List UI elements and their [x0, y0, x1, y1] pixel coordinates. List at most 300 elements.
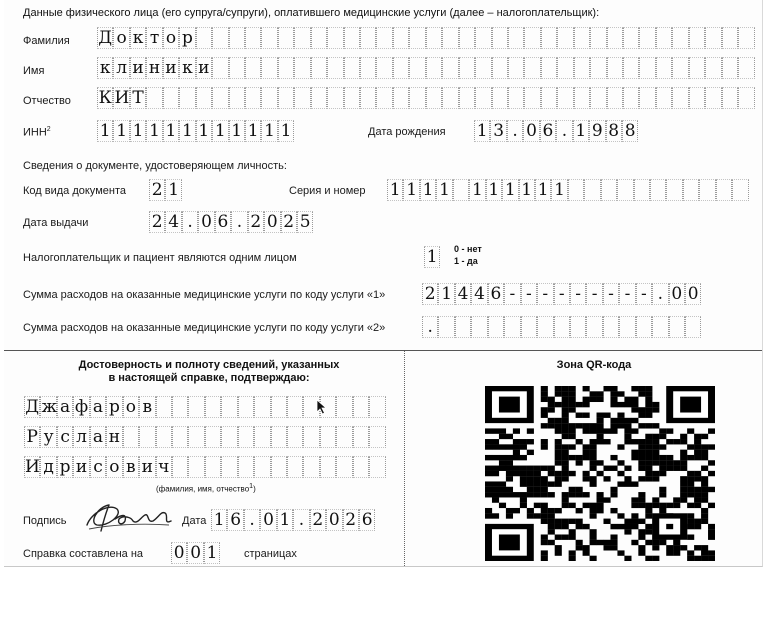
input-cell — [205, 426, 221, 448]
input-cell — [179, 87, 195, 109]
input-cell — [442, 87, 458, 109]
input-cell — [438, 316, 454, 338]
input-cell: 1 — [535, 179, 551, 201]
input-cell — [205, 456, 221, 478]
input-cell — [294, 57, 310, 79]
input-cell: л — [113, 57, 129, 79]
input-cell — [376, 27, 392, 49]
input-cell: 6 — [215, 211, 231, 233]
input-cell: 1 — [551, 179, 567, 201]
patronymic-field[interactable] — [97, 87, 755, 109]
input-cell — [294, 87, 310, 109]
input-cell — [426, 87, 442, 109]
birth-date-field[interactable] — [474, 120, 638, 142]
input-cell: 1 — [424, 246, 440, 268]
input-cell: - — [554, 283, 570, 305]
input-cell — [685, 316, 701, 338]
input-cell — [656, 27, 672, 49]
signature-image — [79, 495, 179, 539]
input-cell: 1 — [163, 120, 179, 142]
input-cell: к — [179, 57, 195, 79]
signer-patronymic-field[interactable] — [24, 456, 386, 478]
input-cell: 9 — [589, 120, 605, 142]
input-cell — [261, 87, 277, 109]
input-cell — [278, 27, 294, 49]
input-cell: - — [570, 283, 586, 305]
input-cell — [492, 27, 508, 49]
input-cell — [196, 87, 212, 109]
input-cell — [294, 27, 310, 49]
input-cell: 2 — [248, 211, 264, 233]
id-doc-title: Сведения о документе, удостоверяющем личность: — [23, 160, 287, 172]
input-cell: 6 — [488, 283, 504, 305]
input-cell: и — [196, 57, 212, 79]
input-cell: ж — [41, 397, 58, 417]
input-cell — [212, 57, 228, 79]
input-cell — [590, 27, 606, 49]
input-cell — [353, 396, 369, 418]
input-cell: 1 — [277, 509, 293, 531]
input-cell — [557, 57, 573, 79]
input-cell — [508, 57, 524, 79]
input-cell — [639, 57, 655, 79]
input-cell: 2 — [310, 509, 326, 531]
input-cell — [163, 87, 179, 109]
input-cell — [722, 57, 738, 79]
input-cell: 1 — [502, 179, 518, 201]
input-cell — [672, 87, 688, 109]
input-cell: 1 — [245, 120, 261, 142]
input-cell: 1 — [474, 120, 490, 142]
input-cell — [492, 57, 508, 79]
input-cell — [369, 396, 385, 418]
input-cell — [146, 87, 162, 109]
input-cell — [320, 456, 336, 478]
input-cell: 1 — [130, 120, 146, 142]
same-person-label: Налогоплательщик и пациент являются одним лицом — [23, 252, 297, 264]
input-cell — [311, 57, 327, 79]
input-cell: 2 — [422, 283, 438, 305]
input-cell — [188, 426, 204, 448]
inn-field[interactable] — [97, 120, 294, 142]
input-cell — [455, 316, 471, 338]
input-cell — [738, 87, 754, 109]
input-cell: 0 — [326, 509, 342, 531]
input-cell — [311, 87, 327, 109]
input-cell: - — [636, 283, 652, 305]
input-cell: - — [521, 283, 537, 305]
expense-code2-label: Сумма расходов на оказанные медицинские услуги по коду услуги «2» — [23, 322, 386, 334]
input-cell — [327, 87, 343, 109]
input-cell: с — [90, 456, 106, 478]
input-cell — [650, 179, 666, 201]
input-cell: ф — [74, 397, 89, 417]
issue-date-field[interactable] — [149, 211, 313, 233]
input-cell — [492, 87, 508, 109]
date-label: Дата — [182, 515, 207, 527]
input-cell — [475, 87, 491, 109]
input-cell: 1 — [486, 179, 502, 201]
input-cell: 0 — [260, 509, 276, 531]
input-cell — [360, 27, 376, 49]
input-cell: н — [106, 426, 122, 448]
input-cell — [459, 57, 475, 79]
input-cell — [327, 27, 343, 49]
input-cell: 2 — [343, 509, 359, 531]
input-cell: 1 — [211, 509, 227, 531]
input-cell — [541, 27, 557, 49]
input-cell: в — [123, 456, 139, 478]
input-cell — [453, 179, 469, 201]
input-cell — [574, 57, 590, 79]
input-cell — [287, 456, 303, 478]
input-cell — [393, 87, 409, 109]
series-number-field[interactable] — [387, 179, 749, 201]
input-cell — [278, 57, 294, 79]
input-cell: 0 — [669, 283, 685, 305]
input-cell: р — [179, 27, 195, 49]
input-cell — [320, 426, 336, 448]
input-cell — [669, 316, 685, 338]
certificate-sheet — [4, 0, 763, 567]
input-cell: 2 — [149, 211, 165, 233]
input-cell — [409, 27, 425, 49]
input-cell — [238, 396, 254, 418]
surname-field[interactable] — [97, 27, 755, 49]
input-cell: 1 — [229, 120, 245, 142]
input-cell — [238, 426, 254, 448]
input-cell — [541, 87, 557, 109]
doc-code-label: Код вида документа — [23, 185, 126, 197]
input-cell — [360, 57, 376, 79]
input-cell: И — [25, 457, 40, 477]
input-cell: . — [652, 283, 668, 305]
input-cell — [426, 27, 442, 49]
input-cell — [353, 456, 369, 478]
input-cell — [336, 456, 352, 478]
sign-date-field[interactable] — [211, 509, 375, 531]
input-cell: н — [146, 57, 162, 79]
input-cell: 1 — [165, 179, 181, 201]
issue-date-label: Дата выдачи — [23, 217, 89, 229]
input-cell: 1 — [469, 179, 485, 201]
input-cell — [537, 316, 553, 338]
input-cell: Р — [24, 426, 40, 448]
input-cell — [261, 27, 277, 49]
series-number-label: Серия и номер — [289, 185, 366, 197]
input-cell — [504, 316, 520, 338]
input-cell — [188, 456, 204, 478]
input-cell — [426, 57, 442, 79]
input-cell — [716, 179, 732, 201]
input-cell: л — [73, 426, 89, 448]
input-cell: . — [244, 509, 260, 531]
input-cell — [619, 316, 635, 338]
input-cell: 1 — [403, 179, 419, 201]
input-cell: 1 — [179, 120, 195, 142]
signature-label: Подпись — [23, 515, 67, 527]
input-cell — [557, 87, 573, 109]
input-cell — [623, 27, 639, 49]
input-cell: 1 — [278, 120, 294, 142]
input-cell — [586, 316, 602, 338]
input-cell — [722, 87, 738, 109]
input-cell — [221, 426, 237, 448]
input-cell — [336, 396, 352, 418]
signer-surname-field[interactable] — [24, 396, 386, 418]
input-cell: Д — [25, 397, 40, 417]
name-field[interactable] — [97, 57, 755, 79]
input-cell: д — [40, 456, 56, 478]
input-cell — [344, 57, 360, 79]
input-cell — [689, 27, 705, 49]
input-cell — [254, 396, 270, 418]
input-cell — [524, 27, 540, 49]
input-cell — [607, 27, 623, 49]
input-cell: . — [293, 509, 309, 531]
input-cell: 1 — [113, 120, 129, 142]
input-cell: 1 — [261, 120, 277, 142]
input-cell — [722, 27, 738, 49]
confirm-title: Достоверность и полноту сведений, указанных в настоящей справке, подтверждаю: — [78, 359, 340, 384]
input-cell: 6 — [227, 509, 243, 531]
name-label: Имя — [23, 65, 45, 77]
input-cell — [303, 456, 319, 478]
input-cell: 1 — [519, 179, 535, 201]
input-cell — [254, 456, 270, 478]
input-cell — [221, 456, 237, 478]
input-cell — [634, 179, 650, 201]
input-cell — [639, 87, 655, 109]
input-cell: в — [139, 396, 155, 418]
surname-label: Фамилия — [23, 35, 70, 47]
input-cell — [541, 57, 557, 79]
input-cell: 0 — [171, 542, 187, 564]
input-cell — [683, 179, 699, 201]
signer-name-field[interactable] — [24, 426, 386, 448]
input-cell: 8 — [606, 120, 622, 142]
input-cell — [672, 27, 688, 49]
input-cell — [156, 396, 172, 418]
input-cell: 5 — [297, 211, 313, 233]
input-cell — [656, 87, 672, 109]
input-cell: т — [146, 27, 162, 49]
input-cell — [271, 456, 287, 478]
birth-date-label: Дата рождения — [368, 126, 446, 138]
input-cell: . — [507, 120, 523, 142]
input-cell — [311, 27, 327, 49]
patronymic-label: Отчество — [23, 95, 71, 107]
input-cell: 8 — [622, 120, 638, 142]
input-cell — [689, 57, 705, 79]
input-cell: . — [422, 316, 438, 338]
input-cell: а — [90, 396, 106, 418]
input-cell — [666, 179, 682, 201]
input-cell — [738, 27, 754, 49]
input-cell: 1 — [146, 120, 162, 142]
input-cell: - — [586, 283, 602, 305]
input-cell: и — [73, 456, 89, 478]
input-cell: 2 — [281, 211, 297, 233]
input-cell: р — [106, 396, 122, 418]
input-cell — [212, 87, 228, 109]
qr-code-image — [485, 386, 715, 561]
input-cell — [601, 179, 617, 201]
input-cell — [369, 426, 385, 448]
input-cell: 0 — [523, 120, 539, 142]
input-cell: И — [114, 88, 130, 108]
input-cell: 1 — [212, 120, 228, 142]
input-cell — [245, 27, 261, 49]
input-cell: а — [57, 396, 73, 418]
pages-suffix: страницах — [244, 548, 297, 560]
fio-hint: (фамилия, имя, отчество1) — [156, 483, 256, 494]
input-cell: 3 — [490, 120, 506, 142]
input-cell — [327, 57, 343, 79]
input-cell: - — [603, 283, 619, 305]
input-cell — [574, 87, 590, 109]
input-cell — [442, 57, 458, 79]
input-cell — [172, 396, 188, 418]
input-cell — [229, 27, 245, 49]
input-cell — [689, 87, 705, 109]
input-cell — [442, 27, 458, 49]
section-divider — [4, 350, 762, 351]
input-cell: у — [40, 426, 56, 448]
column-divider — [404, 351, 405, 566]
input-cell: о — [113, 27, 129, 49]
input-cell: 1 — [204, 542, 220, 564]
input-cell — [212, 27, 228, 49]
qr-zone-title: Зона QR-кода — [556, 359, 632, 371]
input-cell — [705, 57, 721, 79]
mouse-cursor-icon — [316, 399, 328, 415]
input-cell — [590, 57, 606, 79]
input-cell: 0 — [187, 542, 203, 564]
input-cell — [568, 179, 584, 201]
input-cell — [172, 456, 188, 478]
input-cell: 4 — [455, 283, 471, 305]
expense-code2-field[interactable] — [422, 316, 701, 338]
input-cell — [475, 57, 491, 79]
input-cell — [229, 57, 245, 79]
input-cell — [508, 87, 524, 109]
input-cell — [607, 57, 623, 79]
same-person-field[interactable] — [424, 246, 440, 268]
input-cell: и — [130, 57, 146, 79]
input-cell — [521, 316, 537, 338]
expense-code1-field[interactable] — [422, 283, 701, 305]
input-cell — [344, 27, 360, 49]
input-cell — [554, 316, 570, 338]
input-cell — [607, 87, 623, 109]
doc-code-field[interactable] — [149, 179, 182, 201]
input-cell — [738, 57, 754, 79]
same-person-hint: 0 - нет 1 - да — [454, 244, 482, 266]
input-cell — [238, 456, 254, 478]
input-cell — [393, 27, 409, 49]
taxpayer-header: Данные физического лица (его супруга/супруги), оплатившего медицинские услуги (далее – налогоплательщик): — [23, 7, 600, 19]
input-cell: 6 — [540, 120, 556, 142]
input-cell: р — [57, 456, 73, 478]
input-cell — [196, 27, 212, 49]
input-cell — [557, 27, 573, 49]
input-cell — [459, 87, 475, 109]
input-cell — [245, 87, 261, 109]
input-cell — [336, 426, 352, 448]
input-cell — [360, 87, 376, 109]
input-cell — [672, 57, 688, 79]
input-cell: о — [163, 27, 179, 49]
input-cell — [172, 426, 188, 448]
input-cell: 1 — [573, 120, 589, 142]
input-cell: и — [139, 456, 155, 478]
input-cell — [353, 426, 369, 448]
input-cell: . — [182, 211, 198, 233]
input-cell — [524, 57, 540, 79]
input-cell — [123, 426, 139, 448]
input-cell: - — [504, 283, 520, 305]
input-cell — [705, 87, 721, 109]
input-cell — [508, 27, 524, 49]
input-cell: К — [98, 88, 112, 108]
input-cell: 6 — [359, 509, 375, 531]
input-cell — [623, 57, 639, 79]
input-cell — [459, 27, 475, 49]
input-cell — [590, 87, 606, 109]
input-cell — [393, 57, 409, 79]
inn-label: ИНН$^2$ — [23, 126, 51, 139]
input-cell: с — [57, 426, 73, 448]
input-cell: Д — [98, 28, 113, 48]
input-cell: к — [97, 57, 113, 79]
input-cell — [603, 316, 619, 338]
input-cell — [639, 27, 655, 49]
input-cell — [584, 179, 600, 201]
input-cell — [205, 396, 221, 418]
input-cell — [623, 87, 639, 109]
expense-code1-label: Сумма расходов на оказанные медицинские услуги по коду услуги «1» — [23, 289, 386, 301]
input-cell: а — [90, 426, 106, 448]
input-cell — [471, 316, 487, 338]
input-cell — [261, 57, 277, 79]
input-cell: 1 — [97, 120, 113, 142]
input-cell: - — [619, 283, 635, 305]
input-cell: 0 — [264, 211, 280, 233]
input-cell — [376, 57, 392, 79]
input-cell: о — [123, 396, 139, 418]
input-cell: ч — [156, 456, 172, 478]
input-cell: 1 — [438, 283, 454, 305]
input-cell — [221, 396, 237, 418]
input-cell: и — [163, 57, 179, 79]
pages-field[interactable] — [171, 542, 220, 564]
input-cell: Т — [130, 87, 146, 109]
input-cell — [699, 179, 715, 201]
input-cell — [188, 396, 204, 418]
input-cell — [574, 27, 590, 49]
input-cell — [705, 27, 721, 49]
input-cell: . — [231, 211, 247, 233]
input-cell — [376, 87, 392, 109]
input-cell — [344, 87, 360, 109]
input-cell — [303, 426, 319, 448]
input-cell — [139, 426, 155, 448]
input-cell — [636, 316, 652, 338]
input-cell: 0 — [198, 211, 214, 233]
input-cell: - — [537, 283, 553, 305]
input-cell — [271, 396, 287, 418]
